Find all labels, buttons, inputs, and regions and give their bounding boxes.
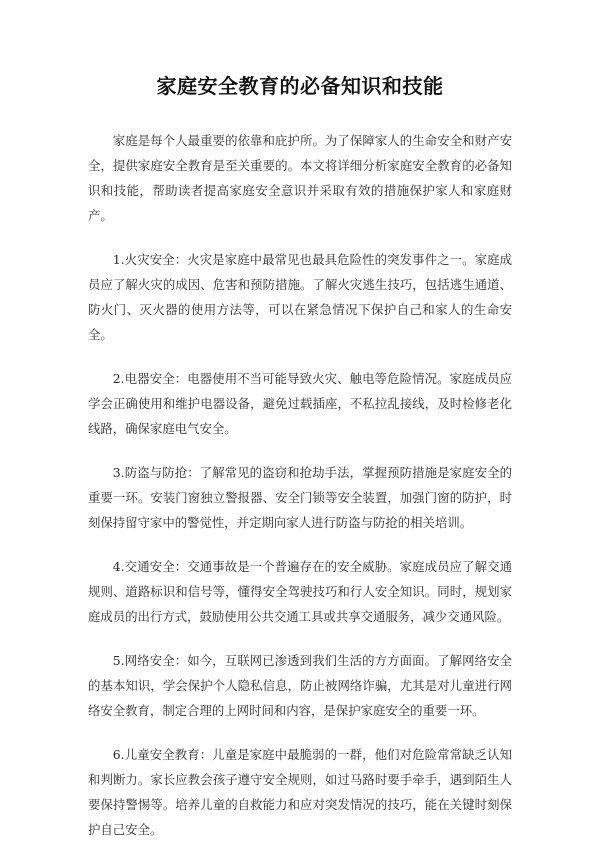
section-electrical-safety: 2.电器安全：电器使用不当可能导致火灾、触电等危险情况。家庭成员应学会正确使用和维护电器设备，避免过载插座，不私拉乱接线，及时检修老化线路，确保家庭电气安全。: [88, 371, 512, 436]
section-child-safety: 6.儿童安全教育：儿童是家庭中最脆弱的一群，他们对危险常常缺乏认知和判断力。家长应教会孩子遵守安全规则，如过马路时要手牵手，遇到陌生人要保持警惕等。培养儿童的自救能力和应对突发情况的技巧，能在关键时刻保护自己安全。: [88, 747, 512, 837]
section-network-safety: 5.网络安全：如今，互联网已渗透到我们生活的方方面面。了解网络安全的基本知识，学会保护个人隐私信息，防止被网络诈骗，尤其是对儿童进行网络安全教育，制定合理的上网时间和内容，是保护家庭安全的重要一环。: [88, 653, 512, 718]
document-body: [88, 128, 512, 842]
section-traffic-safety: 4.交通安全：交通事故是一个普遍存在的安全威胁。家庭成员应了解交通规则、道路标识和信号等，懂得安全驾驶技巧和行人安全知识。同时，规划家庭成员的出行方式，鼓励使用公共交通工具或共享交通服务，减少交通风险。: [88, 559, 512, 624]
section-theft-prevention: 3.防盗与防抢：了解常见的盗窃和抢劫手法，掌握预防措施是家庭安全的重要一环。安装门窗独立警报器、安全门锁等安全装置，加强门窗的防护，时刻保持留守家中的警觉性，并定期向家人进行防盗与防抢的相关培训。: [88, 465, 512, 530]
intro-paragraph: 家庭是每个人最重要的依靠和庇护所。为了保障家人的生命安全和财产安全，提供家庭安全教育是至关重要的。本文将详细分析家庭安全教育的必备知识和技能，帮助读者提高家庭安全意识并采取有效的措施保护家人和家庭财产。: [88, 133, 512, 223]
document-title: 家庭安全教育的必备知识和技能: [156, 74, 444, 98]
section-fire-safety: 1.火灾安全：火灾是家庭中最常见也最具危险性的突发事件之一。家庭成员应了解火灾的成因、危害和预防措施。了解火灾逃生技巧，包括逃生通道、防火门、灭火器的使用方法等，可以在紧急情况下保护自己和家人的生命安全。: [88, 252, 512, 342]
